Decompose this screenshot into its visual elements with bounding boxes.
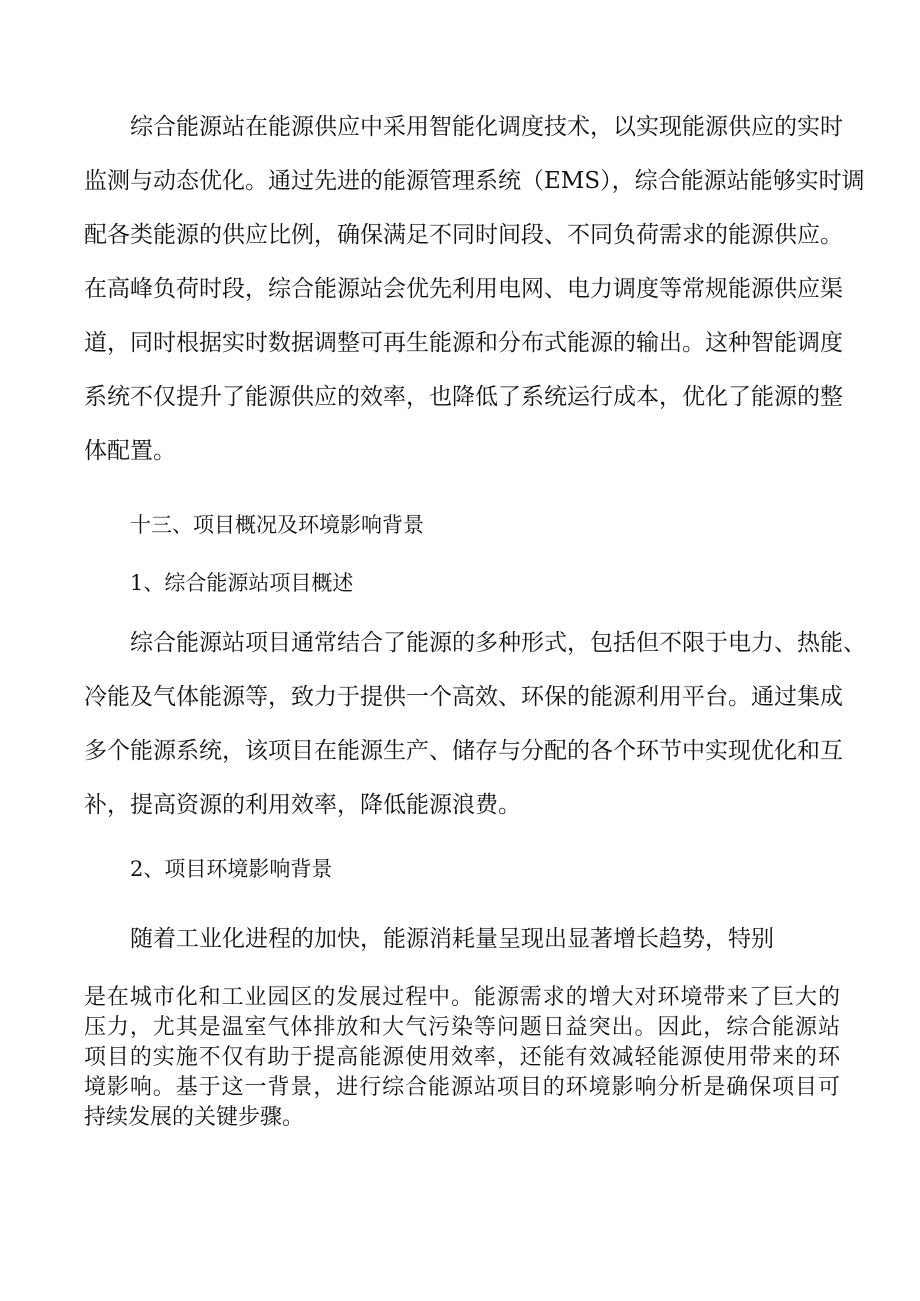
paragraph-line: 持续发展的关键步骤。 bbox=[84, 1105, 305, 1130]
paragraph-line: 随着工业化进程的加快，能源消耗量呈现出显著增长趋势，特别 bbox=[130, 926, 774, 952]
paragraph-line: 道，同时根据实时数据调整可再生能源和分布式能源的输出。这种智能调度 bbox=[84, 330, 843, 356]
paragraph-line: 项目的实施不仅有助于提高能源使用效率，还能有效减轻能源使用带来的环 bbox=[84, 1045, 840, 1070]
paragraph-line: 配各类能源的供应比例，确保满足不同时间段、不同负荷需求的能源供应。 bbox=[84, 222, 843, 248]
paragraph-line: 压力，尤其是温室气体排放和大气污染等问题日益突出。因此，综合能源站 bbox=[84, 1015, 840, 1040]
subsection-heading: 1、综合能源站项目概述 bbox=[130, 571, 354, 595]
paragraph-line: 综合能源站在能源供应中采用智能化调度技术，以实现能源供应的实时 bbox=[130, 114, 843, 140]
paragraph-line: 监测与动态优化。通过先进的能源管理系统（EMS），综合能源站能够实时调 bbox=[84, 168, 865, 194]
paragraph-line: 在高峰负荷时段，综合能源站会优先利用电网、电力调度等常规能源供应渠 bbox=[84, 276, 843, 302]
subsection-heading: 2、项目环境影响背景 bbox=[130, 857, 333, 881]
paragraph-line: 体配置。 bbox=[84, 438, 176, 464]
paragraph-line: 补，提高资源的利用效率，降低能源浪费。 bbox=[84, 792, 521, 818]
paragraph-line: 境影响。基于这一背景，进行综合能源站项目的环境影响分析是确保项目可 bbox=[84, 1075, 840, 1100]
paragraph-line: 系统不仅提升了能源供应的效率，也降低了系统运行成本，优化了能源的整 bbox=[84, 384, 843, 410]
paragraph-line: 冷能及气体能源等，致力于提供一个高效、环保的能源利用平台。通过集成 bbox=[84, 684, 843, 710]
paragraph-line: 多个能源系统，该项目在能源生产、储存与分配的各个环节中实现优化和互 bbox=[84, 738, 843, 764]
section-heading: 十三、项目概况及环境影响背景 bbox=[130, 513, 424, 537]
paragraph-line: 是在城市化和工业园区的发展过程中。能源需求的增大对环境带来了巨大的 bbox=[84, 985, 840, 1010]
paragraph-line: 综合能源站项目通常结合了能源的多种形式，包括但不限于电力、热能、 bbox=[130, 630, 866, 656]
